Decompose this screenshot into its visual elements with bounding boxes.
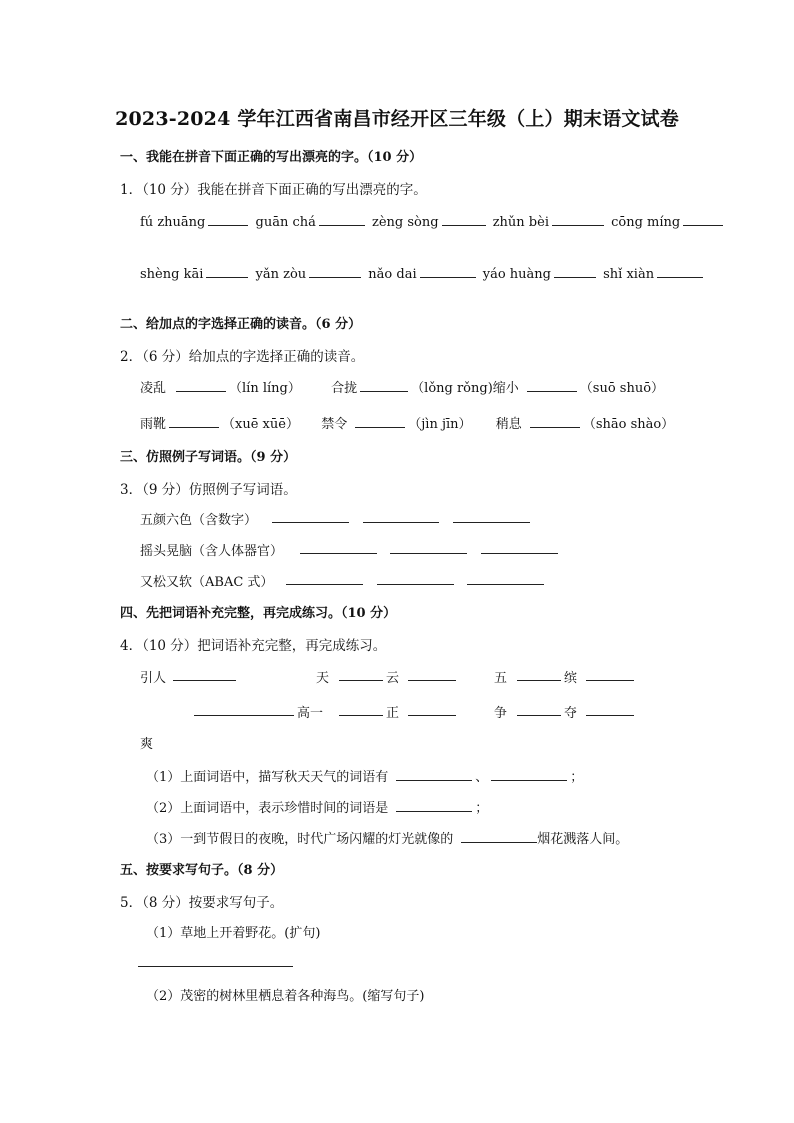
- idiom-gao-yi: 高一: [297, 706, 324, 721]
- answer-blank[interactable]: [300, 553, 377, 554]
- pinyin-options: （suō shuō）: [579, 381, 665, 396]
- answer-blank[interactable]: [527, 377, 577, 392]
- answer-blank[interactable]: [467, 584, 544, 585]
- pinyin-item: zèng sòng: [372, 215, 439, 230]
- pinyin-options: （xuē xūē）: [222, 417, 299, 432]
- sentence-task-1: （1）草地上开着野花。(扩句): [146, 926, 321, 941]
- answer-blank[interactable]: [319, 211, 365, 226]
- pinyin-item: cōng míng: [611, 215, 681, 230]
- answer-blank[interactable]: [272, 522, 349, 523]
- answer-blank[interactable]: [517, 680, 561, 681]
- answer-blank[interactable]: [377, 584, 454, 585]
- answer-blank[interactable]: [517, 715, 561, 716]
- practice-3: [146, 828, 628, 847]
- answer-blank[interactable]: [396, 797, 472, 812]
- answer-blank[interactable]: [554, 263, 596, 278]
- answer-blank[interactable]: [360, 377, 408, 392]
- answer-blank[interactable]: [390, 553, 467, 554]
- pinyin-item: guān chá: [255, 215, 316, 230]
- question-1-stem: 1．（10 分）我能在拼音下面正确的写出漂亮的字。: [120, 182, 427, 198]
- answer-blank[interactable]: [453, 522, 530, 523]
- answer-blank[interactable]: [339, 715, 383, 716]
- idiom-zheng: 争: [494, 706, 508, 721]
- answer-blank[interactable]: [408, 715, 456, 716]
- word: 稍息: [495, 417, 522, 432]
- answer-blank[interactable]: [420, 263, 476, 278]
- reading-row-1: [140, 377, 664, 396]
- word-item-1: 五颜六色（含数字）: [140, 513, 258, 528]
- idiom-zheng-char: 正: [386, 706, 400, 721]
- answer-blank[interactable]: [194, 715, 294, 716]
- word: 缩小: [492, 381, 519, 396]
- idiom-yinren: 引人: [140, 671, 167, 686]
- answer-blank[interactable]: [552, 211, 604, 226]
- answer-blank[interactable]: [206, 263, 248, 278]
- pinyin-item: shèng kāi: [140, 267, 204, 282]
- section-2-heading: 二、给加点的字选择正确的读音。（6 分）: [120, 317, 362, 332]
- section-5-heading: 五、按要求写句子。（8 分）: [120, 863, 284, 878]
- pinyin-item: fú zhuāng: [140, 215, 206, 230]
- section-3-heading: 三、仿照例子写词语。（9 分）: [120, 450, 297, 465]
- pinyin-options: （lǒng rǒng): [411, 381, 493, 396]
- answer-blank[interactable]: [208, 211, 248, 226]
- pinyin-item: nǎo dai: [368, 267, 417, 282]
- idiom-bin: 缤: [564, 671, 578, 686]
- answer-blank[interactable]: [173, 680, 236, 681]
- answer-blank[interactable]: [339, 680, 383, 681]
- idiom-duo: 夺: [564, 706, 578, 721]
- pinyin-row-2: [140, 263, 706, 282]
- practice-2-text: （2）上面词语中，表示珍惜时间的词语是: [146, 801, 389, 816]
- practice-1: [146, 766, 583, 785]
- answer-blank[interactable]: [355, 413, 405, 428]
- word-item-2: 摇头晃脑（含人体器官）: [140, 544, 284, 559]
- answer-blank[interactable]: [657, 263, 703, 278]
- idiom-shuang: 爽: [140, 737, 154, 752]
- answer-blank[interactable]: [408, 680, 456, 681]
- pinyin-item: yáo huàng: [482, 267, 551, 282]
- pinyin-options: （shāo shào）: [582, 417, 675, 432]
- word: 禁令: [321, 417, 348, 432]
- answer-line[interactable]: [138, 966, 293, 967]
- question-3-stem: 3．（9 分）仿照例子写词语。: [120, 482, 297, 498]
- pinyin-item: yǎn zòu: [255, 267, 307, 282]
- question-4-stem: 4．（10 分）把词语补充完整，再完成练习。: [120, 638, 387, 654]
- answer-blank[interactable]: [586, 715, 634, 716]
- answer-blank[interactable]: [481, 553, 558, 554]
- idiom-tian: 天: [316, 671, 330, 686]
- practice-2: [146, 797, 488, 816]
- answer-blank[interactable]: [491, 766, 567, 781]
- pinyin-item: zhǔn bèi: [492, 215, 549, 230]
- practice-3-text: （3）一到节假日的夜晚，时代广场闪耀的灯光就像的: [146, 832, 454, 847]
- word: 雨靴: [140, 417, 167, 432]
- practice-1-text: （1）上面词语中，描写秋天天气的词语有: [146, 770, 389, 785]
- answer-blank[interactable]: [176, 377, 226, 392]
- page-title: 2023-2024 学年江西省南昌市经开区三年级（上）期末语文试卷: [115, 108, 679, 130]
- question-5-stem: 5．（8 分）按要求写句子。: [120, 895, 284, 911]
- section-1-heading: 一、我能在拼音下面正确的写出漂亮的字。（10 分）: [120, 150, 423, 165]
- answer-blank[interactable]: [169, 413, 219, 428]
- section-4-heading: 四、先把词语补充完整，再完成练习。（10 分）: [120, 606, 397, 621]
- answer-blank[interactable]: [586, 680, 634, 681]
- reading-row-2: [140, 413, 674, 432]
- pinyin-row-1: [140, 211, 726, 230]
- word-item-3: 又松又软（ABAC 式）: [140, 575, 274, 590]
- answer-blank[interactable]: [286, 584, 363, 585]
- pinyin-options: （lín líng）: [229, 381, 301, 396]
- word: 凌乱: [140, 381, 167, 396]
- answer-blank[interactable]: [683, 211, 723, 226]
- pinyin-options: （jìn jīn）: [408, 417, 472, 432]
- answer-blank[interactable]: [309, 263, 361, 278]
- answer-blank[interactable]: [461, 828, 537, 843]
- answer-blank[interactable]: [442, 211, 486, 226]
- end-punct: ；: [475, 801, 489, 816]
- pinyin-item: shǐ xiàn: [603, 267, 655, 282]
- sentence-task-2: （2）茂密的树林里栖息着各种海鸟。(缩写句子): [146, 989, 425, 1004]
- practice-3-text-end: 烟花溅落人间。: [537, 832, 629, 847]
- idiom-wu: 五: [494, 671, 508, 686]
- end-punct: ；: [570, 770, 584, 785]
- idiom-yun: 云: [386, 671, 400, 686]
- separator: 、: [475, 770, 489, 785]
- answer-blank[interactable]: [396, 766, 472, 781]
- answer-blank[interactable]: [530, 413, 580, 428]
- answer-blank[interactable]: [363, 522, 439, 523]
- question-2-stem: 2．（6 分）给加点的字选择正确的读音。: [120, 349, 365, 365]
- word: 合拢: [331, 381, 358, 396]
